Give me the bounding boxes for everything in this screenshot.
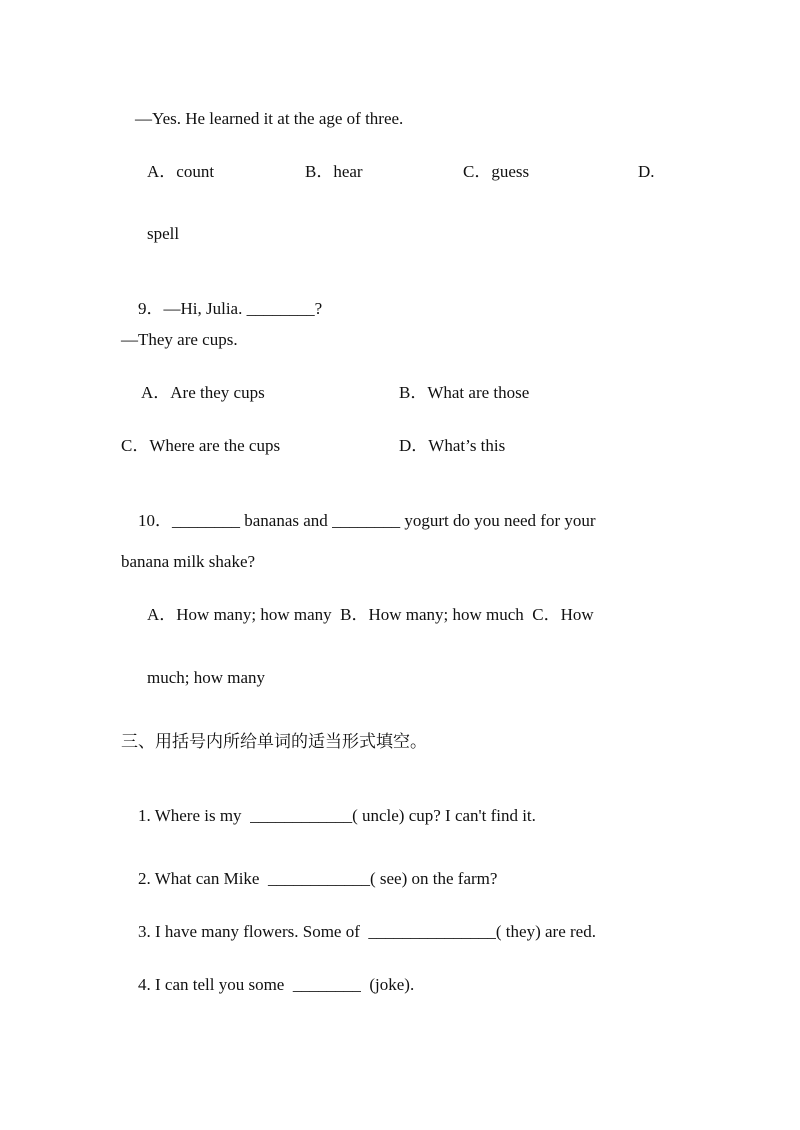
q8-option-d: D. xyxy=(638,162,655,181)
q10-blank-1: ________ xyxy=(172,511,240,530)
q10-blank-2: ________ xyxy=(332,511,401,530)
fill-item-2-text: 2. What can Mike xyxy=(138,869,268,888)
section-3-heading: 三、用括号内所给单词的适当形式填空。 xyxy=(121,732,427,752)
q8-option-d-continued: spell xyxy=(147,224,180,243)
fill-item-3-blank: _______________ xyxy=(368,922,496,941)
q9-option-b: B．What are those xyxy=(399,383,530,402)
fill-item-2-hint: ( see) on the farm? xyxy=(369,869,498,888)
q8-answer-line: —Yes. He learned it at the age of three. xyxy=(135,109,404,128)
q10-number: 10． xyxy=(138,511,172,530)
q9-answer-line: —They are cups. xyxy=(121,330,238,349)
q10-prompt-continued: banana milk shake? xyxy=(121,552,256,571)
q9-prompt-text: 9．—Hi, Julia. xyxy=(138,299,247,318)
fill-item-4-text: 4. I can tell you some xyxy=(138,975,293,994)
fill-item-1-text: 1. Where is my xyxy=(138,806,251,825)
q10-prompt-end: yogurt do you need for your xyxy=(400,511,596,530)
q9-option-a: A．Are they cups xyxy=(141,383,265,402)
q10-options-continued: much; how many xyxy=(147,668,266,687)
q8-option-b: B．hear xyxy=(305,162,363,181)
fill-item-4-blank: ________ xyxy=(292,975,361,994)
fill-item-1-hint: ( uncle) cup? I can't find it. xyxy=(352,806,536,825)
q9-prompt-end: ? xyxy=(314,299,323,318)
q10-options: A．How many; how many B．How many; how much C．How xyxy=(147,605,594,624)
q10-prompt-mid: bananas and xyxy=(240,511,333,530)
fill-item-3-text: 3. I have many flowers. Some of xyxy=(138,922,369,941)
q9-option-d: D．What’s this xyxy=(399,436,506,455)
q9-option-c: C．Where are the cups xyxy=(121,436,281,455)
fill-item-1 xyxy=(121,783,536,849)
fill-item-1-blank: ____________ xyxy=(250,806,353,825)
fill-item-2-blank: ____________ xyxy=(267,869,370,888)
fill-item-3-hint: ( they) are red. xyxy=(495,922,596,941)
fill-item-4 xyxy=(121,952,414,1018)
q10-prompt xyxy=(121,488,596,554)
q8-option-c: C．guess xyxy=(463,162,530,181)
fill-item-4-hint: (joke). xyxy=(360,975,415,994)
q8-option-a: A．count xyxy=(147,162,215,181)
q9-blank: ________ xyxy=(246,299,315,318)
